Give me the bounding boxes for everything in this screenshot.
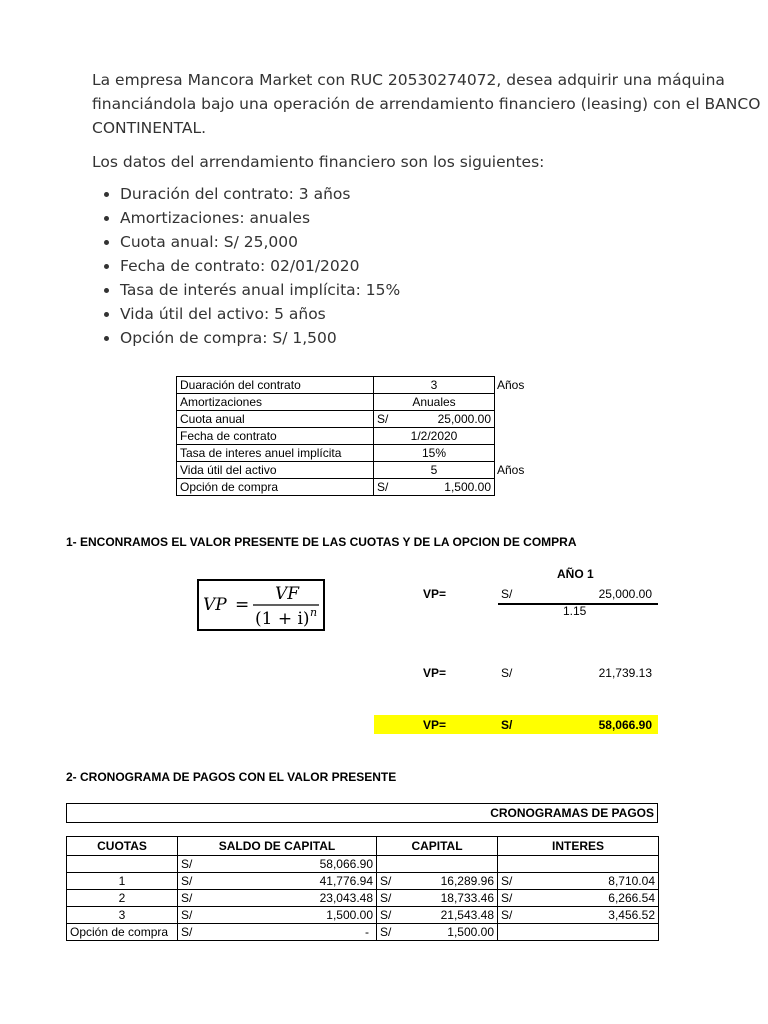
formula-denominator: (1 + i) <box>255 609 310 629</box>
table-cell <box>377 873 498 890</box>
currency-symbol: S/ <box>501 666 513 680</box>
table-cell: 5 <box>374 462 495 479</box>
table-cell <box>377 907 498 924</box>
table-cell: Fecha de contrato <box>177 428 374 445</box>
currency-symbol: S/ <box>181 857 193 871</box>
table-cell <box>178 873 377 890</box>
table-cell: Tasa de interes anuel implícita <box>177 445 374 462</box>
table-row <box>67 924 659 941</box>
table-cell: Anuales <box>374 394 495 411</box>
table-cell: Opción de compra <box>67 924 178 941</box>
amount: 21,543.48 <box>440 908 494 922</box>
fraction-numerator-row <box>498 587 658 605</box>
table-cell <box>374 411 495 428</box>
table-cell <box>495 411 541 428</box>
table-cell <box>178 907 377 924</box>
vp-label: VP= <box>423 666 447 680</box>
table-cell: Años <box>497 378 525 392</box>
currency-symbol: S/ <box>380 908 392 922</box>
column-header: CUOTAS <box>67 837 178 856</box>
list-item: • Cuota anual: S/ 25,000 <box>120 230 762 254</box>
column-header: INTERES <box>498 837 659 856</box>
present-value-formula <box>197 579 325 631</box>
table-cell <box>495 445 541 462</box>
intro-paragraph-2: Los datos del arrendamiento financiero son los siguientes: <box>92 153 545 171</box>
formula-numerator: VF <box>275 584 300 604</box>
currency-symbol: S/ <box>181 925 193 939</box>
table-cell <box>498 924 659 941</box>
amount: 25,000.00 <box>437 412 491 426</box>
currency-symbol: S/ <box>380 925 392 939</box>
table-row <box>177 411 541 428</box>
formula-lhs: VP <box>203 595 227 615</box>
table-row <box>177 445 541 462</box>
table-cell: 1/2/2020 <box>374 428 495 445</box>
intro-paragraph-1: La empresa Mancora Market con RUC 20530274072, desea adquirir una máquina financiándola bajo una operación de arrendamiento financiero (leasing) con el BANCO CONTINENTAL. <box>92 71 761 137</box>
currency-symbol: S/ <box>181 891 193 905</box>
amount: 6,266.54 <box>608 891 655 905</box>
table-cell: Opción de compra <box>177 479 374 496</box>
table-row <box>177 462 541 479</box>
list-item: • Tasa de interés anual implícita: 15% <box>120 278 762 302</box>
denominator-value: 1.15 <box>563 604 587 618</box>
table-cell <box>498 890 659 907</box>
amount: 8,710.04 <box>608 874 655 888</box>
table-header-row <box>67 837 659 856</box>
year-label: AÑO 1 <box>557 567 594 581</box>
table-cell: Duaración del contrato <box>177 377 374 394</box>
vp-result: 21,739.13 <box>598 666 652 680</box>
table-cell <box>495 394 541 411</box>
table-cell <box>374 479 495 496</box>
table-cell <box>495 428 541 445</box>
table-row <box>177 428 541 445</box>
currency-symbol: S/ <box>377 412 389 426</box>
section-1-title: 1- ENCONRAMOS EL VALOR PRESENTE DE LAS CUOTAS Y DE LA OPCION DE COMPRA <box>66 535 577 549</box>
table-cell <box>178 856 377 873</box>
vp-total-label: VP= <box>423 718 447 732</box>
amount: 1,500.00 <box>444 480 491 494</box>
schedule-banner: CRONOGRAMAS DE PAGOS <box>66 803 658 823</box>
currency-symbol: S/ <box>181 874 193 888</box>
list-item: • Opción de compra: S/ 1,500 <box>120 326 762 350</box>
currency-symbol: S/ <box>377 480 389 494</box>
table-cell <box>498 856 659 873</box>
list-item: • Amortizaciones: anuales <box>120 206 762 230</box>
column-header: CAPITAL <box>377 837 498 856</box>
amount: 18,733.46 <box>440 891 494 905</box>
table-cell: 3 <box>67 907 178 924</box>
amount: 1,500.00 <box>447 925 494 939</box>
table-cell <box>495 479 541 496</box>
amount: 41,776.94 <box>319 874 373 888</box>
vp-total-value: 58,066.90 <box>598 718 652 732</box>
table-cell: Años <box>497 463 525 477</box>
section-2-title: 2- CRONOGRAMA DE PAGOS CON EL VALOR PRESENTE <box>66 770 397 784</box>
table-cell <box>377 856 498 873</box>
table-row <box>67 890 659 907</box>
table-cell <box>178 890 377 907</box>
formula-equals: = <box>235 595 250 615</box>
currency-symbol: S/ <box>380 891 392 905</box>
list-item: • Duración del contrato: 3 años <box>120 182 762 206</box>
amount: 16,289.96 <box>440 874 494 888</box>
table-cell <box>377 924 498 941</box>
table-row <box>67 907 659 924</box>
currency-symbol: S/ <box>501 874 513 888</box>
currency-symbol: S/ <box>380 874 392 888</box>
formula-exponent: n <box>310 606 318 619</box>
intro-text <box>92 68 762 350</box>
amount: 3,456.52 <box>608 908 655 922</box>
currency-symbol: S/ <box>501 891 513 905</box>
amount: 1,500.00 <box>326 908 373 922</box>
table-cell <box>67 856 178 873</box>
lease-data-table <box>176 376 541 496</box>
currency-symbol: S/ <box>181 908 193 922</box>
table-cell <box>498 873 659 890</box>
table-cell: 2 <box>67 890 178 907</box>
table-cell <box>377 890 498 907</box>
table-cell: Vida útil del activo <box>177 462 374 479</box>
table-row <box>177 479 541 496</box>
currency-symbol: S/ <box>501 908 513 922</box>
column-header: SALDO DE CAPITAL <box>178 837 377 856</box>
lease-terms-list <box>92 182 762 350</box>
payment-schedule-table <box>66 836 659 941</box>
currency-symbol: S/ <box>501 718 513 732</box>
list-item: • Fecha de contrato: 02/01/2020 <box>120 254 762 278</box>
table-row <box>177 394 541 411</box>
table-cell <box>178 924 377 941</box>
formula-image <box>199 581 323 629</box>
table-row <box>67 873 659 890</box>
table-cell: 1 <box>67 873 178 890</box>
amount: - <box>365 925 369 939</box>
table-cell <box>498 907 659 924</box>
table-cell: 15% <box>374 445 495 462</box>
amount: 23,043.48 <box>319 891 373 905</box>
currency-symbol: S/ <box>501 587 513 601</box>
table-row <box>67 856 659 873</box>
vp-label: VP= <box>423 587 447 601</box>
table-cell: Amortizaciones <box>177 394 374 411</box>
list-item: • Vida útil del activo: 5 años <box>120 302 762 326</box>
table-cell: Cuota anual <box>177 411 374 428</box>
numerator-value: 25,000.00 <box>598 587 652 601</box>
table-cell: 3 <box>374 377 495 394</box>
amount: 58,066.90 <box>319 857 373 871</box>
table-row <box>177 377 541 394</box>
